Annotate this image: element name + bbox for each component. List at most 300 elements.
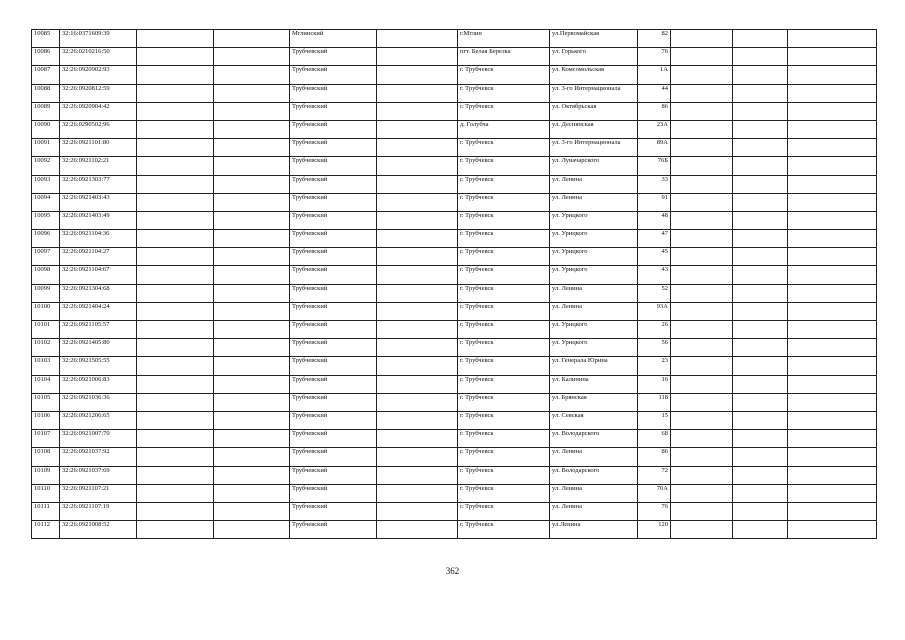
district-cell: Трубчевский (290, 393, 377, 411)
record-number-cell: 10094 (32, 193, 60, 211)
record-number-cell: 10109 (32, 466, 60, 484)
district-cell: Трубчевский (290, 521, 377, 539)
table-row (32, 66, 877, 84)
blank-col-6-cell (377, 502, 458, 520)
blank-col-12-cell (788, 266, 877, 284)
blank-col-11-cell (733, 411, 788, 429)
blank-col-6-cell (377, 411, 458, 429)
record-number-cell: 10092 (32, 157, 60, 175)
blank-col-10-cell (671, 357, 733, 375)
blank-col-10-cell (671, 411, 733, 429)
blank-col-10-cell (671, 466, 733, 484)
table-row (32, 430, 877, 448)
settlement-cell: г. Трубчевск (458, 411, 550, 429)
blank-col-3-cell (137, 139, 214, 157)
district-cell: Трубчевский (290, 230, 377, 248)
record-number-cell: 10107 (32, 430, 60, 448)
house-number-cell: 23 (638, 357, 671, 375)
blank-col-11-cell (733, 521, 788, 539)
table-row (32, 211, 877, 229)
blank-col-6-cell (377, 102, 458, 120)
settlement-cell: г. Трубчевск (458, 375, 550, 393)
blank-col-10-cell (671, 66, 733, 84)
table-row (32, 339, 877, 357)
blank-col-11-cell (733, 84, 788, 102)
blank-col-11-cell (733, 448, 788, 466)
house-number-cell: 93А (638, 302, 671, 320)
record-number-cell: 10112 (32, 521, 60, 539)
cadastral-number-cell: 32:26:0921405:80 (60, 339, 137, 357)
blank-col-11-cell (733, 230, 788, 248)
blank-col-3-cell (137, 466, 214, 484)
blank-col-4-cell (214, 411, 290, 429)
house-number-cell: 56 (638, 339, 671, 357)
blank-col-11-cell (733, 393, 788, 411)
cadastral-number-cell: 32:26:0921304:68 (60, 284, 137, 302)
street-cell: ул. Деснянская (550, 120, 638, 138)
house-number-cell: 72 (638, 466, 671, 484)
table-row (32, 248, 877, 266)
blank-col-3-cell (137, 248, 214, 266)
blank-col-6-cell (377, 430, 458, 448)
street-cell: ул. 3-го Интернационала (550, 139, 638, 157)
street-cell: ул. Севская (550, 411, 638, 429)
blank-col-4-cell (214, 48, 290, 66)
cadastral-number-cell: 32:26:0921102:21 (60, 157, 137, 175)
blank-col-6-cell (377, 466, 458, 484)
blank-col-12-cell (788, 411, 877, 429)
house-number-cell: 120 (638, 521, 671, 539)
blank-col-6-cell (377, 139, 458, 157)
blank-col-6-cell (377, 302, 458, 320)
street-cell: ул. Ленина (550, 175, 638, 193)
district-cell: Трубчевский (290, 448, 377, 466)
blank-col-3-cell (137, 211, 214, 229)
blank-col-3-cell (137, 411, 214, 429)
record-number-cell: 10102 (32, 339, 60, 357)
house-number-cell: 16 (638, 375, 671, 393)
record-number-cell: 10087 (32, 66, 60, 84)
blank-col-6-cell (377, 375, 458, 393)
settlement-cell: г. Трубчевск (458, 502, 550, 520)
table-row (32, 266, 877, 284)
blank-col-6-cell (377, 284, 458, 302)
district-cell: Трубчевский (290, 102, 377, 120)
blank-col-10-cell (671, 484, 733, 502)
blank-col-11-cell (733, 430, 788, 448)
blank-col-3-cell (137, 30, 214, 48)
table-row (32, 393, 877, 411)
blank-col-12-cell (788, 302, 877, 320)
house-number-cell: 1А (638, 66, 671, 84)
record-number-cell: 10089 (32, 102, 60, 120)
street-cell: ул. Ленина (550, 302, 638, 320)
blank-col-3-cell (137, 357, 214, 375)
settlement-cell: г. Трубчевск (458, 266, 550, 284)
blank-col-4-cell (214, 175, 290, 193)
blank-col-12-cell (788, 393, 877, 411)
blank-col-6-cell (377, 120, 458, 138)
table-row (32, 84, 877, 102)
blank-col-11-cell (733, 211, 788, 229)
table-row (32, 521, 877, 539)
table-row (32, 120, 877, 138)
house-number-cell: 76 (638, 48, 671, 66)
street-cell: ул. Октябрьская (550, 102, 638, 120)
blank-col-3-cell (137, 266, 214, 284)
cadastral-number-cell: 32:26:0921105:57 (60, 321, 137, 339)
house-number-cell: 68 (638, 430, 671, 448)
settlement-cell: г. Трубчевск (458, 521, 550, 539)
blank-col-10-cell (671, 321, 733, 339)
blank-col-12-cell (788, 502, 877, 520)
blank-col-11-cell (733, 466, 788, 484)
blank-col-6-cell (377, 448, 458, 466)
blank-col-10-cell (671, 102, 733, 120)
district-cell: Трубчевский (290, 321, 377, 339)
record-number-cell: 10098 (32, 266, 60, 284)
blank-col-4-cell (214, 230, 290, 248)
street-cell: ул. Ленина (550, 193, 638, 211)
blank-col-6-cell (377, 484, 458, 502)
street-cell: ул. Брянская (550, 393, 638, 411)
cadastral-number-cell: 32:26:0921303:77 (60, 175, 137, 193)
blank-col-10-cell (671, 120, 733, 138)
settlement-cell: г. Трубчевск (458, 102, 550, 120)
blank-col-12-cell (788, 248, 877, 266)
blank-col-6-cell (377, 393, 458, 411)
blank-col-4-cell (214, 466, 290, 484)
record-number-cell: 10111 (32, 502, 60, 520)
street-cell: ул. Урицкого (550, 230, 638, 248)
table-row (32, 48, 877, 66)
record-number-cell: 10100 (32, 302, 60, 320)
blank-col-10-cell (671, 502, 733, 520)
house-number-cell: 15 (638, 411, 671, 429)
house-number-cell: 91 (638, 193, 671, 211)
street-cell: ул. Ленина (550, 448, 638, 466)
page-number: 362 (445, 566, 460, 576)
cadastral-number-cell: 32:26:0921505:55 (60, 357, 137, 375)
district-cell: Трубчевский (290, 339, 377, 357)
district-cell: Трубчевский (290, 502, 377, 520)
house-number-cell: 89А (638, 139, 671, 157)
district-cell: Трубчевский (290, 84, 377, 102)
blank-col-4-cell (214, 30, 290, 48)
street-cell: ул. Ленина (550, 284, 638, 302)
blank-col-3-cell (137, 157, 214, 175)
blank-col-6-cell (377, 175, 458, 193)
street-cell: ул. 3-го Интернационала (550, 84, 638, 102)
blank-col-3-cell (137, 302, 214, 320)
blank-col-12-cell (788, 157, 877, 175)
street-cell: ул. Урицкого (550, 339, 638, 357)
district-cell: Трубчевский (290, 193, 377, 211)
district-cell: Трубчевский (290, 430, 377, 448)
blank-col-3-cell (137, 230, 214, 248)
blank-col-3-cell (137, 430, 214, 448)
cadastral-number-cell: 32:26:0921403:43 (60, 193, 137, 211)
settlement-cell: г. Трубчевск (458, 66, 550, 84)
blank-col-10-cell (671, 230, 733, 248)
settlement-cell: г. Трубчевск (458, 484, 550, 502)
blank-col-4-cell (214, 120, 290, 138)
blank-col-3-cell (137, 484, 214, 502)
blank-col-11-cell (733, 302, 788, 320)
settlement-cell: г. Трубчевск (458, 230, 550, 248)
house-number-cell: 86 (638, 448, 671, 466)
record-number-cell: 10105 (32, 393, 60, 411)
settlement-cell: г. Трубчевск (458, 139, 550, 157)
cadastral-number-cell: 32:26:0921101:80 (60, 139, 137, 157)
street-cell: ул. Горького (550, 48, 638, 66)
blank-col-6-cell (377, 84, 458, 102)
table-row (32, 448, 877, 466)
blank-col-11-cell (733, 284, 788, 302)
blank-col-11-cell (733, 157, 788, 175)
district-cell: Трубчевский (290, 248, 377, 266)
blank-col-4-cell (214, 321, 290, 339)
district-cell: Трубчевский (290, 211, 377, 229)
blank-col-10-cell (671, 175, 733, 193)
record-number-cell: 10103 (32, 357, 60, 375)
blank-col-3-cell (137, 521, 214, 539)
blank-col-6-cell (377, 521, 458, 539)
blank-col-12-cell (788, 466, 877, 484)
blank-col-11-cell (733, 66, 788, 84)
cadastral-number-cell: 32:26:0921104:67 (60, 266, 137, 284)
table-row (32, 411, 877, 429)
cadastral-number-cell: 32:26:0920904:42 (60, 102, 137, 120)
blank-col-4-cell (214, 248, 290, 266)
blank-col-6-cell (377, 339, 458, 357)
cadastral-number-cell: 32:26:0921008:52 (60, 521, 137, 539)
blank-col-10-cell (671, 375, 733, 393)
table-row (32, 175, 877, 193)
table-row (32, 193, 877, 211)
blank-col-3-cell (137, 448, 214, 466)
record-number-cell: 10108 (32, 448, 60, 466)
street-cell: ул. Ленина (550, 502, 638, 520)
cadastral-number-cell: 32:26:0921037:92 (60, 448, 137, 466)
blank-col-6-cell (377, 266, 458, 284)
blank-col-10-cell (671, 302, 733, 320)
settlement-cell: г. Трубчевск (458, 84, 550, 102)
blank-col-11-cell (733, 375, 788, 393)
district-cell: Трубчевский (290, 411, 377, 429)
blank-col-4-cell (214, 266, 290, 284)
blank-col-12-cell (788, 66, 877, 84)
street-cell: ул. Луначарского (550, 157, 638, 175)
blank-col-10-cell (671, 248, 733, 266)
record-number-cell: 10095 (32, 211, 60, 229)
table-row (32, 139, 877, 157)
blank-col-10-cell (671, 157, 733, 175)
blank-col-3-cell (137, 339, 214, 357)
district-cell: Трубчевский (290, 66, 377, 84)
blank-col-4-cell (214, 84, 290, 102)
house-number-cell: 118 (638, 393, 671, 411)
blank-col-12-cell (788, 30, 877, 48)
record-number-cell: 10097 (32, 248, 60, 266)
blank-col-6-cell (377, 48, 458, 66)
blank-col-12-cell (788, 48, 877, 66)
blank-col-3-cell (137, 393, 214, 411)
record-number-cell: 10085 (32, 30, 60, 48)
blank-col-10-cell (671, 193, 733, 211)
blank-col-11-cell (733, 266, 788, 284)
blank-col-12-cell (788, 284, 877, 302)
blank-col-12-cell (788, 193, 877, 211)
blank-col-12-cell (788, 84, 877, 102)
blank-col-11-cell (733, 248, 788, 266)
registry-table (31, 29, 877, 539)
blank-col-6-cell (377, 248, 458, 266)
record-number-cell: 10091 (32, 139, 60, 157)
house-number-cell: 76Б (638, 157, 671, 175)
blank-col-3-cell (137, 120, 214, 138)
settlement-cell: пгт. Белая Березка (458, 48, 550, 66)
blank-col-11-cell (733, 30, 788, 48)
district-cell: Трубчевский (290, 484, 377, 502)
settlement-cell: г. Трубчевск (458, 321, 550, 339)
blank-col-11-cell (733, 175, 788, 193)
district-cell: Трубчевский (290, 48, 377, 66)
blank-col-11-cell (733, 502, 788, 520)
house-number-cell: 76 (638, 502, 671, 520)
table-row (32, 30, 877, 48)
blank-col-3-cell (137, 175, 214, 193)
registry-body (32, 30, 877, 539)
blank-col-11-cell (733, 139, 788, 157)
table-row (32, 466, 877, 484)
house-number-cell: 43 (638, 266, 671, 284)
blank-col-4-cell (214, 211, 290, 229)
cadastral-number-cell: 32:26:0921107:19 (60, 502, 137, 520)
district-cell: Трубчевский (290, 375, 377, 393)
blank-col-12-cell (788, 448, 877, 466)
blank-col-4-cell (214, 502, 290, 520)
settlement-cell: г. Трубчевск (458, 466, 550, 484)
district-cell: Мглинский (290, 30, 377, 48)
blank-col-10-cell (671, 393, 733, 411)
street-cell: ул. Комсомольская (550, 66, 638, 84)
record-number-cell: 10099 (32, 284, 60, 302)
settlement-cell: г. Трубчевск (458, 357, 550, 375)
blank-col-4-cell (214, 448, 290, 466)
blank-col-12-cell (788, 211, 877, 229)
settlement-cell: г. Трубчевск (458, 175, 550, 193)
blank-col-4-cell (214, 484, 290, 502)
blank-col-10-cell (671, 30, 733, 48)
blank-col-10-cell (671, 266, 733, 284)
cadastral-number-cell: 32:26:0921107:21 (60, 484, 137, 502)
blank-col-12-cell (788, 521, 877, 539)
blank-col-3-cell (137, 193, 214, 211)
street-cell: ул. Володарского (550, 466, 638, 484)
blank-col-6-cell (377, 230, 458, 248)
record-number-cell: 10093 (32, 175, 60, 193)
settlement-cell: г. Трубчевск (458, 157, 550, 175)
house-number-cell: 26 (638, 321, 671, 339)
house-number-cell: 23А (638, 120, 671, 138)
table-row (32, 102, 877, 120)
district-cell: Трубчевский (290, 266, 377, 284)
settlement-cell: г. Трубчевск (458, 211, 550, 229)
cadastral-number-cell: 32:26:0921036:36 (60, 393, 137, 411)
blank-col-11-cell (733, 102, 788, 120)
street-cell: ул. Урицкого (550, 211, 638, 229)
record-number-cell: 10104 (32, 375, 60, 393)
blank-col-4-cell (214, 139, 290, 157)
blank-col-10-cell (671, 84, 733, 102)
cadastral-number-cell: 32:26:0921104:27 (60, 248, 137, 266)
blank-col-12-cell (788, 357, 877, 375)
settlement-cell: г. Трубчевск (458, 193, 550, 211)
table-row (32, 157, 877, 175)
house-number-cell: 82 (638, 30, 671, 48)
house-number-cell: 45 (638, 248, 671, 266)
blank-col-4-cell (214, 157, 290, 175)
blank-col-4-cell (214, 357, 290, 375)
cadastral-number-cell: 32:26:0921206:65 (60, 411, 137, 429)
blank-col-6-cell (377, 193, 458, 211)
blank-col-11-cell (733, 48, 788, 66)
blank-col-4-cell (214, 339, 290, 357)
street-cell: ул. Калинина (550, 375, 638, 393)
cadastral-number-cell: 32:26:0921404:24 (60, 302, 137, 320)
blank-col-11-cell (733, 321, 788, 339)
cadastral-number-cell: 32:16:0371609:39 (60, 30, 137, 48)
street-cell: ул. Ленина (550, 484, 638, 502)
blank-col-6-cell (377, 30, 458, 48)
table-row (32, 375, 877, 393)
house-number-cell: 44 (638, 84, 671, 102)
house-number-cell: 48 (638, 211, 671, 229)
street-cell: ул. Урицкого (550, 248, 638, 266)
blank-col-10-cell (671, 448, 733, 466)
blank-col-11-cell (733, 339, 788, 357)
table-row (32, 321, 877, 339)
table-row (32, 357, 877, 375)
cadastral-number-cell: 32:26:0921006:83 (60, 375, 137, 393)
cadastral-number-cell: 32:26:0920812:59 (60, 84, 137, 102)
blank-col-11-cell (733, 193, 788, 211)
settlement-cell: г. Трубчевск (458, 393, 550, 411)
district-cell: Трубчевский (290, 302, 377, 320)
blank-col-12-cell (788, 321, 877, 339)
blank-col-10-cell (671, 339, 733, 357)
blank-col-10-cell (671, 139, 733, 157)
blank-col-6-cell (377, 66, 458, 84)
blank-col-4-cell (214, 102, 290, 120)
blank-col-4-cell (214, 375, 290, 393)
blank-col-4-cell (214, 193, 290, 211)
settlement-cell: г. Трубчевск (458, 284, 550, 302)
blank-col-6-cell (377, 357, 458, 375)
blank-col-4-cell (214, 302, 290, 320)
blank-col-6-cell (377, 211, 458, 229)
cadastral-number-cell: 32:26:0290502:96 (60, 120, 137, 138)
district-cell: Трубчевский (290, 157, 377, 175)
record-number-cell: 10090 (32, 120, 60, 138)
street-cell: ул. Володарского (550, 430, 638, 448)
table-row (32, 302, 877, 320)
cadastral-number-cell: 32:26:0921037:69 (60, 466, 137, 484)
blank-col-3-cell (137, 284, 214, 302)
blank-col-3-cell (137, 84, 214, 102)
blank-col-4-cell (214, 284, 290, 302)
